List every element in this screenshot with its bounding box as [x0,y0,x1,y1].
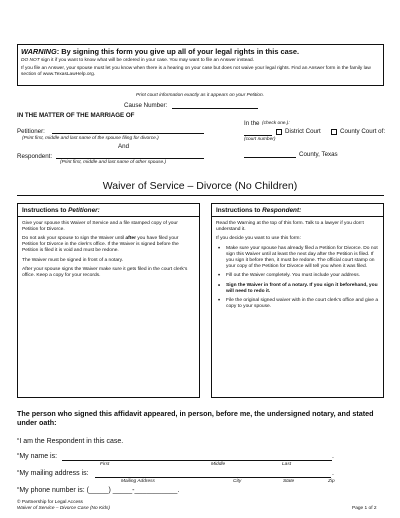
name-last-hint: Last [282,462,292,467]
petitioner-instruction-2a: Do not ask your spouse to sign the Waiver until [22,236,126,242]
respondent-bullet-1: • Make sure your spouse has already filed a Petition for Divorce. Do not sign this Waiver until at least the next day after the Petition is filed. If you sign it before then, it must be redone. The official court stamp on your copy of the Petition for Divorce will tell you when it was filed. [216,246,379,270]
respondent-heading-prefix: Instructions to [216,207,263,214]
petitioner-instruction-1: Give your spouse this Waiver of Service and a file stamped copy of your Petition for Divorce. [22,221,178,232]
affidavit-intro: The person who signed this affidavit appeared, in person, before me, the undersigned notary, and stated under oath: [17,409,374,427]
court-number-field[interactable] [244,135,272,136]
district-court-label: District Court [285,128,321,135]
county-court-checkbox[interactable] [331,129,337,135]
county-texas-label: County, Texas [299,151,338,158]
warning-do-not: DO NOT [21,58,40,63]
court-number-hint: (court number) [244,137,276,142]
respondent-instruction-list [216,246,379,310]
petitioner-instruction-4: After your spouse signs the Waiver make sure it gets filed in the court clerk’s office. Keep a copy for your records. [22,267,188,279]
respondent-heading-role: Respondent: [262,207,302,214]
district-court-checkbox[interactable] [276,129,282,135]
print-note: Print court information exactly as it appears on your Petition. [136,93,264,98]
address-city-hint: City [233,479,242,484]
petitioner-instruction-2c: you have filed your Petition for Divorce in the clerk’s office. If the Waiver is signed before the Petition is filed it is void and must be redone. [22,236,179,254]
address-label: “My mailing address is: [17,470,89,477]
respondent-instructions-box [211,203,384,398]
footer-copyright: © Partnership for Legal Access [17,500,83,505]
name-field-end: . [332,453,334,460]
respondent-label: Respondent: [17,153,53,160]
warning-title [21,47,380,56]
petitioner-instructions-box [17,203,200,398]
matter-label: IN THE MATTER OF THE MARRIAGE OF [17,112,135,119]
respondent-hint: (Print first, middle and last name of other spouse.) [60,160,167,165]
title-divider [17,195,384,196]
address-state-hint: State [283,479,295,484]
footer-form-name [17,506,110,512]
respondent-instructions-body [212,218,383,316]
footer-form-name-text: Waiver of Service – Divorce Case (No Kids) [17,506,110,511]
petitioner-heading-prefix: Instructions to [22,207,69,214]
petitioner-instruction-3: The Waiver must be signed in front of a notary. [22,257,124,263]
petitioner-label: Petitioner: [17,128,45,135]
form-title: Waiver of Service – Divorce (No Children) [102,180,298,192]
warning-line-1-text: sign it if you want to know what will be ordered in your case. You may want to file an Answer instead. [39,58,255,63]
respondent-instruction-2: If you decide you want to use this form: [216,236,301,242]
name-middle-hint: Middle [211,462,226,467]
respondent-bullet-4: • File the original signed waiver with in the court clerk’s office and give a copy to your spouse. [216,298,379,310]
petitioner-instructions-body [18,218,199,286]
phone-label[interactable]: “My phone number is: (_____) _____-___________. [17,487,180,494]
respondent-name-field[interactable] [56,158,204,159]
warning-line-2: If you file an Answer, your spouse must let you know when there is a hearing on your case but does not waive your legal rights. Find an Answer form in the family law section of www.TexasLawHelp.org. [21,66,371,77]
in-the-label: In the [244,120,260,127]
warning-title-text: : By signing this form you give up all of your legal rights in this case. [56,47,300,56]
address-mailing-hint: Mailing Address [121,479,155,484]
warning-label: WARNING [21,47,57,56]
cause-number-field[interactable] [172,108,258,109]
and-label: And [118,143,130,150]
respondent-instruction-1: Read the Warning at the top of this form. Talk to a lawyer if you don’t understand it. [216,221,364,232]
address-field[interactable] [95,477,331,478]
name-label: “My name is: [17,453,58,460]
petitioner-instructions-heading [18,204,199,217]
respondent-bullet-2: • Fill out the Waiver completely. You must include your address. [216,273,379,279]
petitioner-hint: (Print first, middle and last name of the spouse filing for divorce.) [22,136,159,141]
footer-page-number: Page 1 of 2 [352,506,377,511]
warning-box [17,44,384,86]
address-zip-hint: Zip [328,479,335,484]
petitioner-instruction-2 [22,236,195,254]
check-one-note: (check one.): [262,121,290,126]
respondent-bullet-3: • Sign the Waiver in front of a notary. If you sign it beforehand, you will need to redo it. [216,283,379,295]
petitioner-instruction-2b: after [125,236,136,242]
address-field-end: . [332,470,334,477]
petitioner-heading-role: Petitioner: [68,207,100,214]
name-first-hint: First [100,462,110,467]
county-field[interactable] [244,157,296,158]
respondent-statement: “I am the Respondent in this case. [17,438,124,445]
respondent-instructions-heading [212,204,383,217]
petitioner-name-field[interactable] [52,133,204,134]
warning-line-1 [21,58,380,64]
cause-number-label: Cause Number: [124,102,168,109]
name-field[interactable] [62,460,332,461]
county-court-label: County Court of: [340,128,386,135]
